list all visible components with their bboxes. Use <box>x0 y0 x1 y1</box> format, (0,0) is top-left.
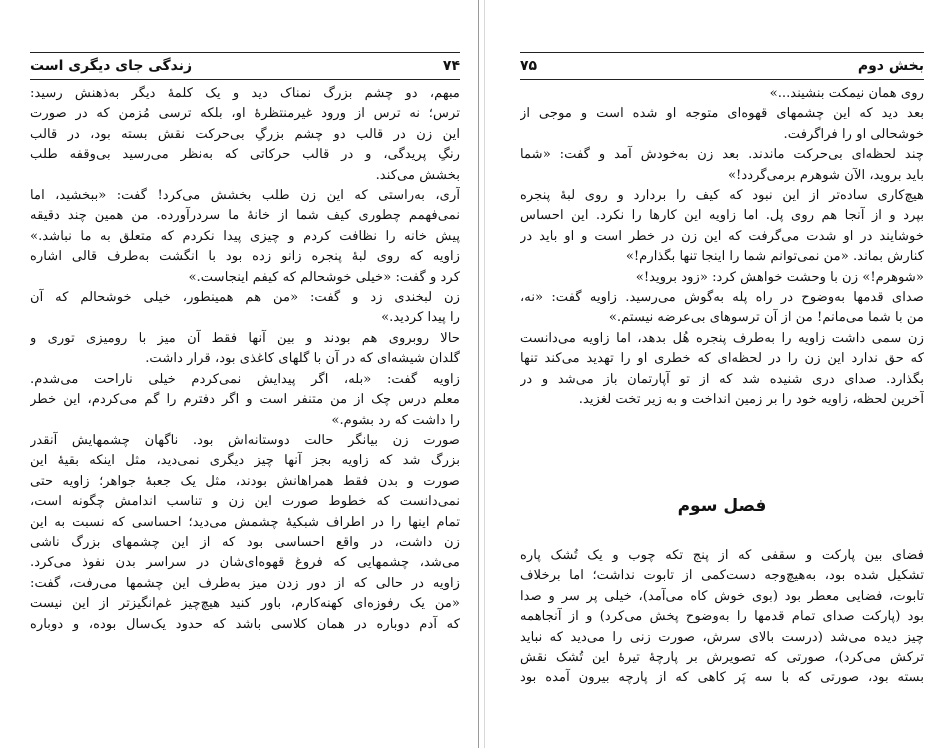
left-page-header <box>30 56 460 76</box>
text-line: زاویه که روی لبهٔ پنجره زانو زده بود با انگشت به‌طرف قالی اشاره <box>30 249 460 265</box>
text-line: تشکیل شده بود، به‌هیچ‌وجه دست‌کمی از تابوت نداشت؛ اما برخلاف <box>520 568 924 584</box>
text-line: زاویه گفت: «بله، اگر پیدایش نمی‌کردم خیلی ناراحت می‌شدم. <box>30 371 460 387</box>
header-rule-top <box>30 52 460 53</box>
text-line: من با شما می‌مانم! من از آن ترسوهای بی‌عرضه نیستم.» <box>608 310 924 326</box>
text-line: باید بروید، الآن شوهرم برمی‌گردد!» <box>727 167 924 183</box>
left-page-running-title: زندگی جای دیگری است <box>30 58 193 74</box>
text-line: بود (پارکت صدای تمام قدمها را به‌وضوح پخش می‌کرد) و از آنجاهمه <box>520 609 924 625</box>
text-line: زاویه در حالی که از دور زدن میز به‌طرف این چشمها می‌رفت، گفت: <box>30 575 460 591</box>
right-page-header <box>520 56 924 76</box>
header-rule-bottom <box>30 79 460 80</box>
text-line: نمی‌دانست که خطوط صورت این زن و تناسب اندامش چگونه است، <box>30 494 460 510</box>
right-page-body-bottom <box>520 546 924 689</box>
text-line: بگذارد. صدای دری شنیده شد که از تو آپارتمان باز می‌شد و در <box>520 371 924 387</box>
text-line: تابوت، فضایی معطر بود (بوی خوش کاه می‌آمد)، خیلی پر سر و صدا <box>520 588 924 604</box>
text-line: چیز دیده می‌شد (درست بالای سرش، صورت زنی را می‌دید که نباید <box>520 629 924 645</box>
text-line: صورت زن بیانگر حالت دوستانه‌اش بود. ناگهان چشمهایش آنقدر <box>30 432 460 448</box>
text-line: صورت و بدن فقط همراهانش بودند، مثل یک جعبهٔ جواهر؛ زاویه حتی <box>30 473 460 489</box>
text-line: که آدم دوباره در همان کلاسی باشد که حدود یک‌سال بوده، و دوباره <box>30 616 460 632</box>
text-line: تمام اینها را در اطراف شبکیهٔ چشمش می‌دید؛ احساسی که نسبت به این <box>30 514 460 530</box>
text-line: کنارش بماند. «من نمی‌توانم شما را اینجا تنها بگذارم!» <box>625 249 924 265</box>
text-line: حالا روبروی هم بودند و بین آنها فقط آن میز با رومیزی توری و <box>30 330 460 346</box>
text-line: که حق ندارد این زن را در لحظه‌ای که خطری او را تهدید می‌کند تنها <box>520 351 924 367</box>
left-page-number: ۷۴ <box>442 58 460 74</box>
header-rule-top <box>520 52 924 53</box>
text-line: معلم درس چک از من متنفر است و اگر دفترم را گم می‌کردم، این خطر <box>30 392 460 408</box>
right-page <box>520 0 924 748</box>
text-line: روی همان نیمکت بنشیند...» <box>769 86 924 101</box>
text-line: بعد دید که این چشمهای قهوه‌ای متوجه او شده است و موجی از <box>520 106 924 122</box>
text-line: زن لبخندی زد و گفت: «من هم همینطور، خیلی خوشحالم که آن <box>30 290 460 306</box>
text-line: می‌شد، چشمهایی که فروغ قهوه‌ای‌شان در سراسر بدن نفوذ می‌کرد. <box>30 555 460 571</box>
text-line: چند لحظه‌ای بی‌حرکت ماندند. بعد زن به‌خودش آمد و گفت: «شما <box>520 147 924 163</box>
right-page-body-top <box>520 84 924 411</box>
text-line: بخشش می‌کند. <box>375 167 460 183</box>
left-page <box>30 0 460 748</box>
text-line: این زن در قالب دو چشم بزرگِ بی‌حرکت نقش بسته بود، در قالب <box>30 126 460 142</box>
text-line: آخرین لحظه، زاویه خود را بر زمین انداخت و به زیر تخت لغزید. <box>578 392 924 408</box>
text-line: ترکش می‌کرد)، صورتی که تصویرش بر پارچهٔ تیرهٔ این تُشک نقش <box>520 650 924 666</box>
text-line: صدای قدمها به‌وضوح در راه پله به‌گوش می‌رسید. زاویه گفت: «نه، <box>520 290 924 306</box>
page-gutter <box>478 0 479 748</box>
text-line: زن داشت، در واقع احساسی بود که از این چشمهای بزرگ ناشی <box>30 534 460 550</box>
text-line: «من یک رفوزه‌ای کهنه‌کارم، باور کنید هیچ‌چیز غم‌انگیزتر از این نیست <box>30 596 460 612</box>
text-line: خوشایند در او شدت می‌گرفت که این زن در خطر است و او باید در <box>520 228 924 244</box>
right-page-number: ۷۵ <box>520 58 538 74</box>
text-line: ترس؛ نه ترس از ورود غیرمنتظرهٔ او، بلکه ترسی مُزمن که در صورت <box>30 106 460 122</box>
text-line: کرد و گفت: «خیلی خوشحالم که کیفم اینجاست.» <box>188 269 460 285</box>
text-line: «شوهرم!» زن با وحشت خواهش کرد: «زود بروید!» <box>635 269 924 285</box>
chapter-heading: فصل سوم <box>677 496 767 516</box>
text-line: را پیدا کردید.» <box>381 310 460 326</box>
text-line: رنگِ پریدگی، و در قالب حرکاتی که به‌نظر می‌رسید بی‌وقفه طلب <box>30 147 460 163</box>
text-line: را داشت که رد بشوم.» <box>331 412 460 428</box>
header-rule-bottom <box>520 79 924 80</box>
text-line: هیچ‌کاری ساده‌تر از این نبود که کیف را بردارد و روی لبهٔ پنجره <box>520 188 924 204</box>
right-page-running-title: بخش دوم <box>857 58 924 74</box>
text-line: زن سمی داشت زاویه را به‌طرف پنجره هُل بدهد، اما زاویه می‌دانست <box>520 330 924 346</box>
text-line: نمی‌فهمم چطوری کیف شما از خانهٔ ما سردرآورده. من همین چند دقیقه <box>30 208 460 224</box>
text-line: پیش خانه را نظافت کردم و چیزی پیدا نکردم که متعلق به ما نباشد.» <box>30 228 460 244</box>
text-line: بپرد و از آنجا هم روی پل. اما زاویه این کارها را نکرد. این احساس <box>520 208 924 224</box>
text-line: فضای بین پارکت و سقفی که از پنج تکه چوب و یک تُشک پاره <box>520 548 924 563</box>
text-line: بسته بود، صورتی که با سه پَر کاهی که از پارچه بیرون آمده بود <box>520 670 924 686</box>
text-line: خوشحالی او را فراگرفت. <box>783 126 924 142</box>
page-gutter-shadow <box>484 0 485 748</box>
text-line: بزرگ شد که زاویه بجز آنها چیز دیگری نمی‌دید، مثل اینکه بقیهٔ این <box>30 453 460 469</box>
text-line: گلدان شیشه‌ای که در آن با گلهای کاغذی بود، قرار داشت. <box>145 351 460 367</box>
text-line: مبهم، دو چشم بزرگ نمناک دید و یک کلمهٔ دیگر به‌ذهنش رسید: <box>30 86 460 101</box>
text-line: آری، به‌راستی که این زن طلب بخشش می‌کرد! گفت: «ببخشید، اما <box>30 188 460 204</box>
left-page-body <box>30 84 460 635</box>
